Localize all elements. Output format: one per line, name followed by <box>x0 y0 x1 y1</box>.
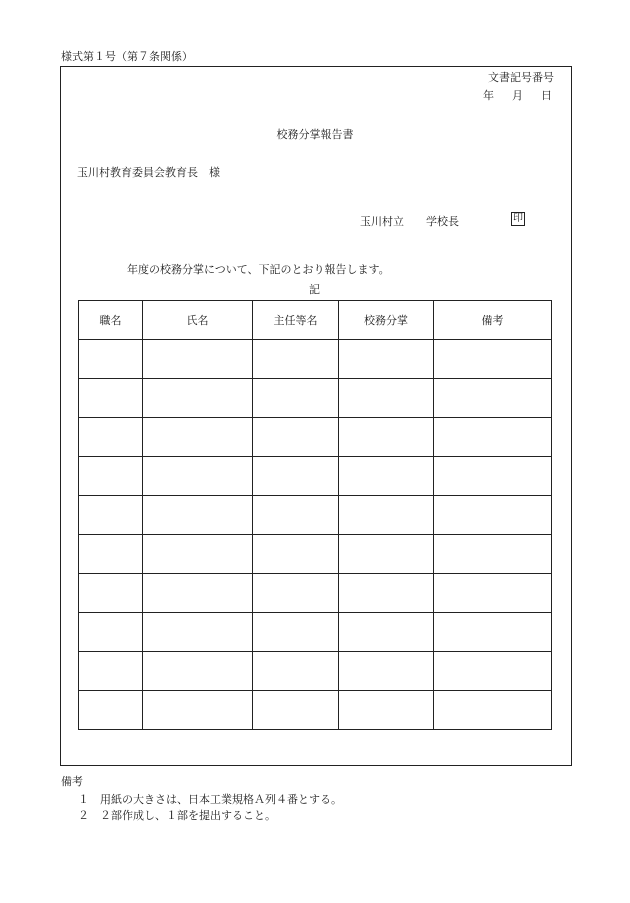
table-cell[interactable] <box>143 535 253 574</box>
table-cell[interactable] <box>253 496 339 535</box>
intro-text: 年度の校務分掌について、下記のとおり報告します。 <box>127 263 390 276</box>
table-cell[interactable] <box>434 496 552 535</box>
seal-mark: 印 <box>513 213 523 224</box>
table-row <box>79 379 552 418</box>
table-cell[interactable] <box>339 418 434 457</box>
header-lead-role: 主任等名 <box>253 301 339 340</box>
ki-label: 記 <box>309 283 320 296</box>
table-cell[interactable] <box>79 379 143 418</box>
table-cell[interactable] <box>339 535 434 574</box>
table-cell[interactable] <box>253 574 339 613</box>
table-cell[interactable] <box>143 613 253 652</box>
table-cell[interactable] <box>143 340 253 379</box>
table-cell[interactable] <box>143 379 253 418</box>
table-cell[interactable] <box>339 691 434 730</box>
table-row <box>79 574 552 613</box>
table-cell[interactable] <box>434 535 552 574</box>
table-row <box>79 340 552 379</box>
table-cell[interactable] <box>79 613 143 652</box>
table-cell[interactable] <box>79 457 143 496</box>
table-cell[interactable] <box>434 613 552 652</box>
table-cell[interactable] <box>253 340 339 379</box>
table-row <box>79 613 552 652</box>
table-cell[interactable] <box>79 418 143 457</box>
table-cell[interactable] <box>253 418 339 457</box>
date-day: 日 <box>541 89 552 102</box>
table-header-row <box>79 301 552 340</box>
table-cell[interactable] <box>143 457 253 496</box>
table-cell[interactable] <box>79 691 143 730</box>
date-year: 年 <box>483 89 494 102</box>
table-cell[interactable] <box>79 535 143 574</box>
table-cell[interactable] <box>143 574 253 613</box>
table-row <box>79 652 552 691</box>
note-number: １ <box>78 793 89 806</box>
note-text: 用紙の大きさは、日本工業規格Ａ列４番とする。 <box>100 793 342 806</box>
table-cell[interactable] <box>339 613 434 652</box>
table-row <box>79 691 552 730</box>
table-cell[interactable] <box>339 457 434 496</box>
header-duty: 校務分掌 <box>339 301 434 340</box>
sender <box>360 216 459 227</box>
table-cell[interactable] <box>434 574 552 613</box>
table-cell[interactable] <box>434 418 552 457</box>
report-table <box>78 300 552 730</box>
table-cell[interactable] <box>253 457 339 496</box>
note-text: ２部作成し、１部を提出すること。 <box>100 809 276 822</box>
table-cell[interactable] <box>339 496 434 535</box>
table-cell[interactable] <box>79 574 143 613</box>
header-title: 職名 <box>79 301 143 340</box>
table-cell[interactable] <box>339 379 434 418</box>
table-cell[interactable] <box>339 340 434 379</box>
table-cell[interactable] <box>79 652 143 691</box>
table-cell[interactable] <box>253 652 339 691</box>
header-name: 氏名 <box>143 301 253 340</box>
note-item <box>78 810 276 821</box>
table-cell[interactable] <box>434 652 552 691</box>
table-cell[interactable] <box>434 457 552 496</box>
table-cell[interactable] <box>143 652 253 691</box>
table-cell[interactable] <box>143 418 253 457</box>
notes-heading: 備考 <box>61 775 83 788</box>
table-cell[interactable] <box>253 535 339 574</box>
note-number: ２ <box>78 809 89 822</box>
table-cell[interactable] <box>253 613 339 652</box>
table-row <box>79 457 552 496</box>
document-title: 校務分掌報告書 <box>276 128 354 141</box>
note-item <box>78 794 342 805</box>
table-cell[interactable] <box>253 691 339 730</box>
addressee: 玉川村教育委員会教育長 様 <box>77 166 220 179</box>
table-cell[interactable] <box>253 379 339 418</box>
doc-number-label: 文書記号番号 <box>488 71 554 84</box>
table-cell[interactable] <box>79 340 143 379</box>
date-month: 月 <box>512 89 523 102</box>
header-remarks: 備考 <box>434 301 552 340</box>
table-cell[interactable] <box>339 574 434 613</box>
table-cell[interactable] <box>339 652 434 691</box>
sender-role: 学校長 <box>426 215 459 228</box>
table-cell[interactable] <box>434 691 552 730</box>
sender-school: 玉川村立 <box>360 215 404 228</box>
table-cell[interactable] <box>434 340 552 379</box>
date-line <box>483 90 552 101</box>
table-cell[interactable] <box>434 379 552 418</box>
table-row <box>79 535 552 574</box>
table-cell[interactable] <box>79 496 143 535</box>
table-cell[interactable] <box>143 691 253 730</box>
table-row <box>79 418 552 457</box>
table-row <box>79 496 552 535</box>
form-label: 様式第１号（第７条関係） <box>61 50 193 63</box>
table-cell[interactable] <box>143 496 253 535</box>
